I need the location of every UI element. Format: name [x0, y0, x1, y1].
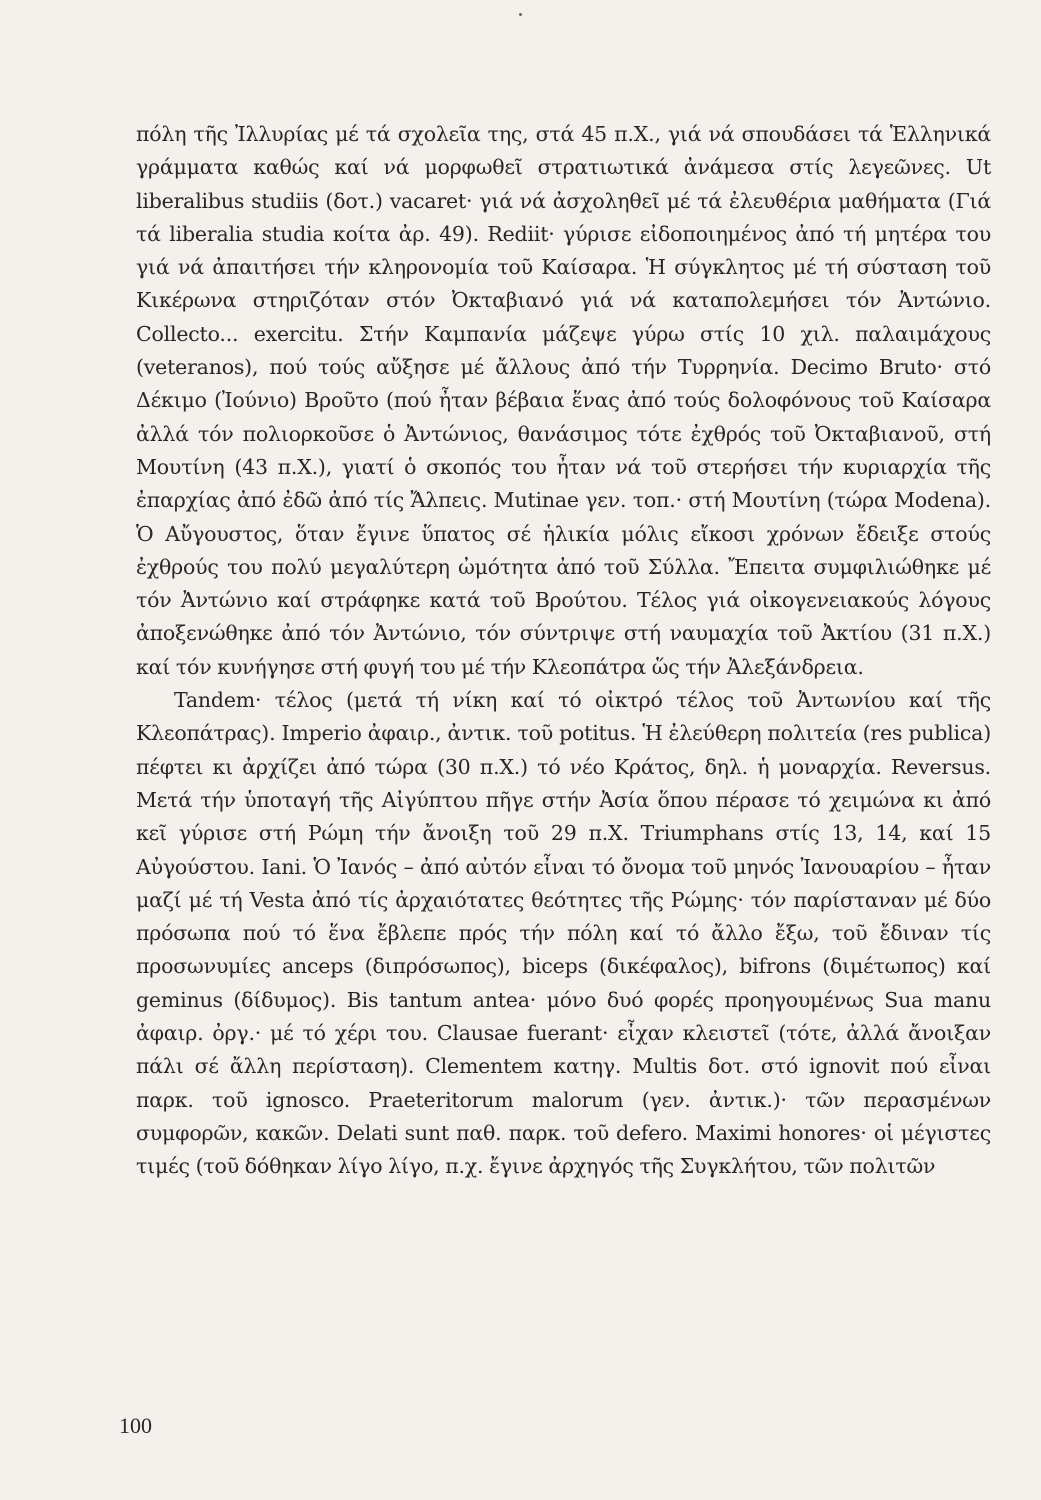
paragraph-1: πόλη τῆς Ἰλλυρίας μέ τά σχολεῖα της, στά 45 π.Χ., γιά νά σπουδάσει τά Ἑλληνικά γράμματα καθώς καί νά μορφωθεῖ στρατιωτικά ἀνάμεσα στίς λεγεῶνες. Ut liberalibus studiis (δοτ.) vacaret· γιά νά ἀσχοληθεῖ μέ τά ἐλευθέρια μαθήματα (Γιά τά liberalia studia κοίτα ἀρ. 49). Rediit· γύρισε εἰδοποιημένος ἀπό τή μητέρα του γιά νά ἀπαιτήσει τήν κληρονομία τοῦ Καίσαρα. Ἡ σύγκλητος μέ τή σύσταση τοῦ Κικέρωνα στηριζόταν στόν Ὀκταβιανό γιά νά καταπολεμήσει τόν Ἀντώνιο. Collecto... exercitu. Στήν Καμπανία μάζεψε γύρω στίς 10 χιλ. παλαιμάχους (veteranos), πού τούς αὔξησε μέ ἄλλους ἀπό τήν Τυρρηνία. Decimo Bruto· στό Δέκιμο (Ἰούνιο) Βροῦτο (πού ἦταν βέβαια ἕνας ἀπό τούς δολοφόνους τοῦ Καίσαρα ἀλλά τόν πολιορκοῦσε ὁ Ἀντώνιος, θανάσιμος τότε ἐχθρός τοῦ Ὀκταβιανοῦ, στή Μουτίνη (43 π.Χ.), γιατί ὁ σκοπός του ἦταν νά τοῦ στερήσει τήν κυριαρχία τῆς ἐπαρχίας ἀπό ἐδῶ ἀπό τίς Ἄλπεις. Mutinae γεν. τοπ.· στή Μουτίνη (τώρα Modena). Ὁ Αὔγουστος, ὅταν ἔγινε ὕπατος σέ ἡλικία μόλις εἴκοσι χρόνων ἔδειξε στούς ἐχθρούς του πολύ μεγαλύτερη ὠμότητα ἀπό τοῦ Σύλλα. Ἔπειτα συμφιλιώθηκε μέ τόν Ἀντώνιο καί στράφηκε κατά τοῦ Βρούτου. Τέλος γιά οἰκογενειακούς λόγους ἀποξενώθηκε ἀπό τόν Ἀντώνιο, τόν σύντριψε στή ναυμαχία τοῦ Ἀκτίου (31 π.Χ.) καί τόν κυνήγησε στή φυγή του μέ τήν Κλεοπάτρα ὥς τήν Ἀλεξάνδρεια.: [136, 122, 991, 679]
paragraph-2: Tandem· τέλος (μετά τή νίκη καί τό οἰκτρό τέλος τοῦ Ἀντωνίου καί τῆς Κλεοπάτρας). Imperio ἀφαιρ., ἀντικ. τοῦ potitus. Ἡ ἐλεύθερη πολιτεία (res publica) πέφτει κι ἀρχίζει ἀπό τώρα (30 π.Χ.) τό νέο Κράτος, δηλ. ἡ μοναρχία. Reversus. Μετά τήν ὑποταγή τῆς Αἰγύπτου πῆγε στήν Ἀσία ὅπου πέρασε τό χειμώνα κι ἀπό κεῖ γύρισε στή Ρώμη τήν ἄνοιξη τοῦ 29 π.Χ. Triumphans στίς 13, 14, καί 15 Αὐγούστου. Iani. Ὁ Ἰανός – ἀπό αὐτόν εἶναι τό ὄνομα τοῦ μηνός Ἰανουαρίου – ἦταν μαζί μέ τή Vesta ἀπό τίς ἀρχαιότατες θεότητες τῆς Ρώμης· τόν παρίσταναν μέ δύο πρόσωπα πού τό ἕνα ἔβλεπε πρός τήν πόλη καί τό ἄλλο ἔξω, τοῦ ἔδιναν τίς προσωνυμίες anceps (διπρόσωπος), biceps (δικέφαλος), bifrons (διμέτωπος) καί geminus (δίδυμος). Bis tantum antea· μόνο δυό φορές προηγουμένως Sua manu ἀφαιρ. ὀργ.· μέ τό χέρι του. Clausae fuerant· εἶχαν κλειστεῖ (τότε, ἀλλά ἄνοιξαν πάλι σέ ἄλλη περίσταση). Clementem κατηγ. Multis δοτ. στό ignovit πού εἶναι παρκ. τοῦ ignosco. Praeteritorum malorum (γεν. ἀντικ.)· τῶν περασμένων συμφορῶν, κακῶν. Delati sunt παθ. παρκ. τοῦ defero. Maximi honores· οἱ μέγιστες τιμές (τοῦ δόθηκαν λίγο λίγο, π.χ. ἔγινε ἀρχηγός τῆς Συγκλήτου, τῶν πολιτῶν: [136, 688, 991, 1179]
body-text: [136, 118, 991, 1184]
speck-mark: [519, 13, 522, 16]
page-number: 100: [119, 1413, 152, 1438]
